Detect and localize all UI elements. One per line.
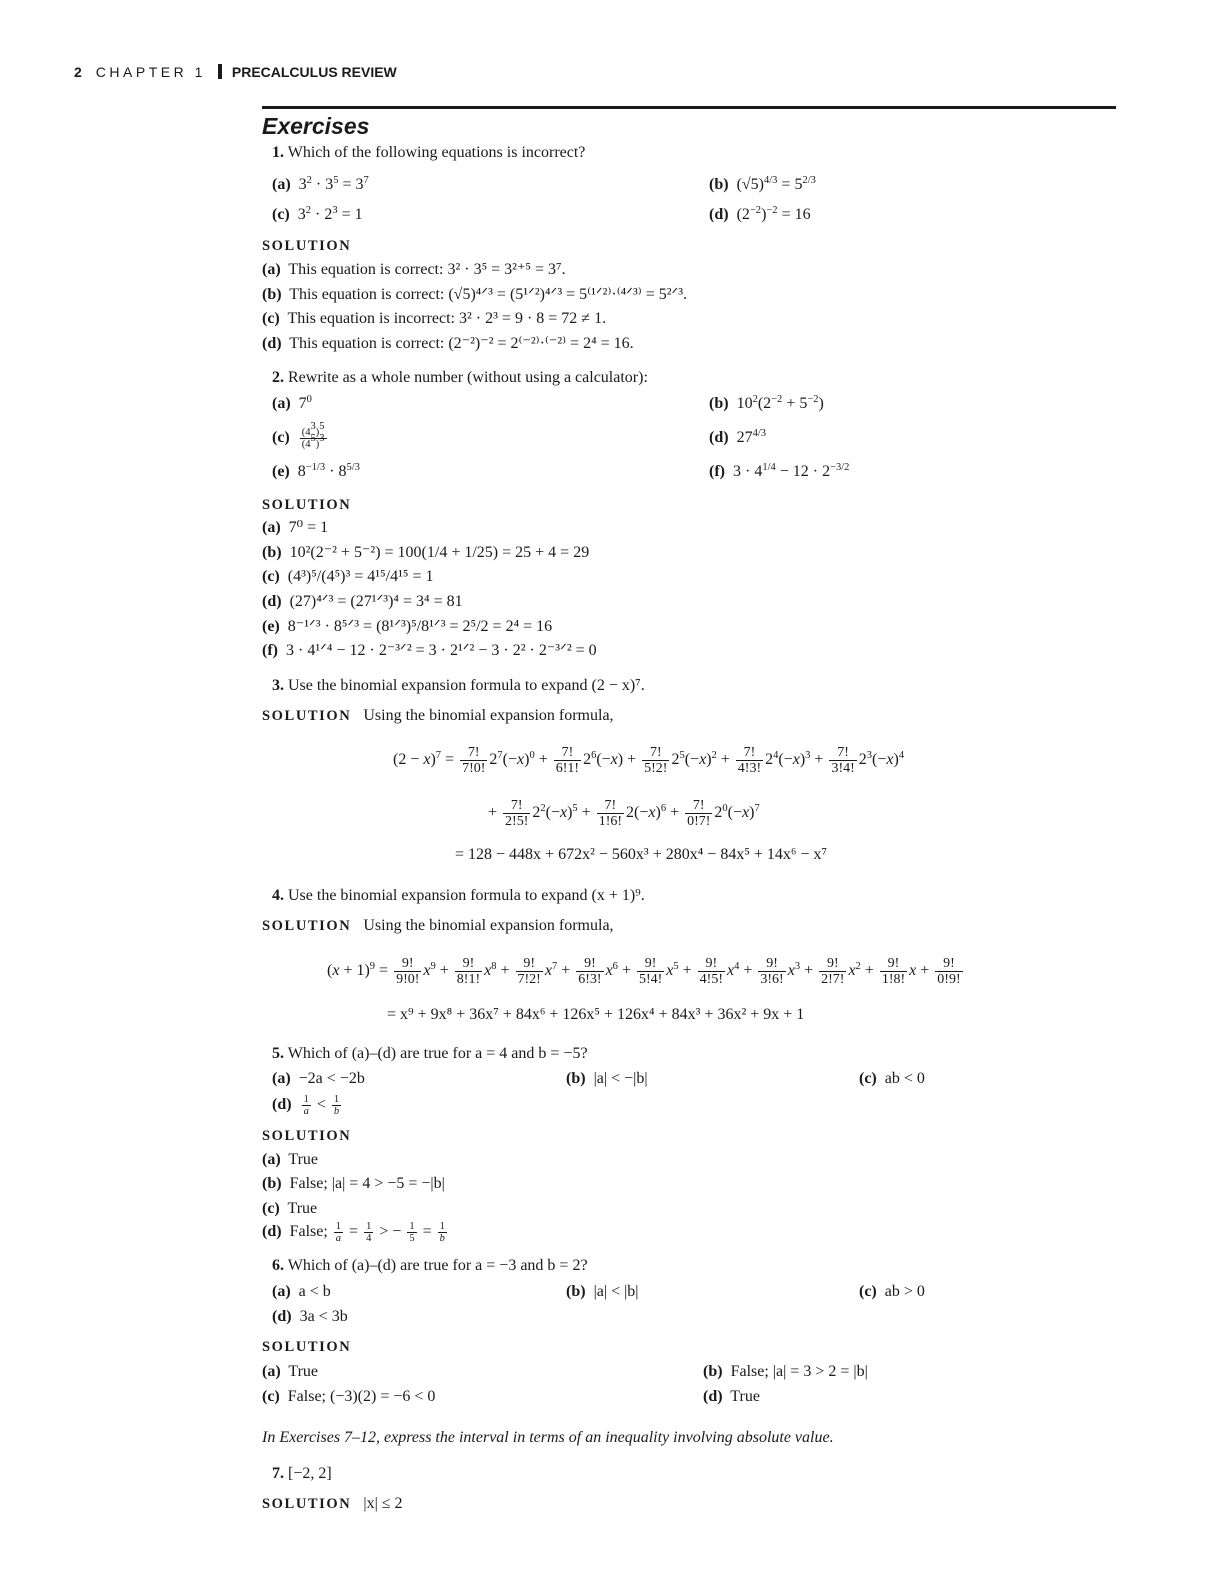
ex5-prompt: 5. Which of (a)–(d) are true for a = 4 and b = −5? [272, 1045, 588, 1062]
ex6-solution-b: (b) False; |a| = 3 > 2 = |b| [703, 1363, 868, 1380]
ex6-option-b: (b) |a| < |b| [566, 1283, 639, 1300]
ex5-solution-a: (a) True [262, 1151, 319, 1168]
ex1-prompt: 1. Which of the following equations is incorrect? [272, 144, 586, 161]
ex3-prompt: 3. Use the binomial expansion formula to expand (2 − x)⁷. [272, 677, 645, 694]
header-bar [218, 64, 222, 79]
ex6-option-d: (d) 3a < 3b [272, 1308, 348, 1325]
ex2-solution-f: (f) 3 · 4¹ᐟ⁴ − 12 · 2⁻³ᐟ² = 3 · 2¹ᐟ² − 3 · 2² · 2⁻³ᐟ² = 0 [262, 642, 597, 659]
ex5-option-b: (b) |a| < −|b| [566, 1070, 648, 1087]
exercises-7-12-instruction: In Exercises 7–12, express the interval in terms of an inequality involving absolute value. [262, 1429, 834, 1446]
ex4-result: = x⁹ + 9x⁸ + 36x⁷ + 84x⁶ + 126x⁵ + 126x⁴ + 84x³ + 36x² + 9x + 1 [387, 1006, 805, 1023]
ex2-solution-c: (c) (4³)⁵/(4⁵)³ = 4¹⁵/4¹⁵ = 1 [262, 568, 434, 585]
ex3-expansion-line1: $(2 - x)^7$ = $\frac{7!}{7!0!}$ $2^7(-x)^0$ + $\frac{7!}{6!1!}$ $2^6(-x)$ + $\frac{7!}{5!2!}$ $2^5(-x)^2$ + $\frac{7!}{4!3!}$ $2^4(-x)^3$ + $\frac{7!}{3!4!}$ $2^3(-x)^4$ [393, 744, 905, 776]
ex3-expansion-line2: + $\frac{7!}{2!5!}$ $2^2(-x)^5$ + $\frac{7!}{1!6!}$ $2(-x)^6$ + $\frac{7!}{0!7!}$ $2^0(-x)^7$ [488, 797, 760, 829]
ex2-option-e: (e) $8^{-1/3} \cdot 8^{5/3}$ [272, 462, 360, 480]
ex7-solution: SOLUTION |x| ≤ 2 [262, 1495, 403, 1512]
ex5-option-c: (c) ab < 0 [859, 1070, 925, 1087]
ex1-solution-c: (c) This equation is incorrect: 3² · 2³ = 9 · 8 = 72 ≠ 1. [262, 310, 607, 327]
ex6-solution-c: (c) False; (−3)(2) = −6 < 0 [262, 1388, 436, 1405]
section-rule [262, 106, 1116, 109]
ex5-option-d: (d) $\frac{1}{a}$ < $\frac{1}{b}$ [272, 1093, 340, 1117]
ex5-option-a: (a) −2a < −2b [272, 1070, 365, 1087]
ex2-option-b: (b) $10^2(2^{-2} + 5^{-2})$ [709, 394, 824, 412]
ex5-solution-label: SOLUTION [262, 1128, 352, 1144]
ex6-option-a: (a) a < b [272, 1283, 331, 1300]
ex5-solution-d: (d) False; $\frac{1}{a}$ = $\frac{1}{4}$ > − $\frac{1}{5}$ = $\frac{1}{b}$ [262, 1220, 445, 1244]
ex1-option-a: (a) $3^2 \cdot 3^5 = 3^7$ [272, 175, 369, 193]
ex6-solution-d: (d) True [703, 1388, 760, 1405]
ex6-prompt: 6. Which of (a)–(d) are true for a = −3 and b = 2? [272, 1257, 588, 1274]
running-head [74, 62, 397, 82]
ex1-option-b: (b) $(√5)^{4/3} = 5^{2/3}$ [709, 175, 816, 193]
ex2-solution-d: (d) (27)⁴ᐟ³ = (27¹ᐟ³)⁴ = 3⁴ = 81 [262, 593, 463, 610]
ex4-prompt: 4. Use the binomial expansion formula to expand (x + 1)⁹. [272, 887, 645, 904]
ex1-solution-label: SOLUTION [262, 238, 352, 254]
ex6-option-c: (c) ab > 0 [859, 1283, 925, 1300]
ex2-option-a: (a) $7^0$ [272, 394, 312, 412]
ex6-solution-label: SOLUTION [262, 1339, 352, 1355]
ex2-prompt: 2. Rewrite as a whole number (without using a calculator): [272, 369, 648, 386]
ex1-solution-d: (d) This equation is correct: (2⁻²)⁻² = 2⁽⁻²⁾·⁽⁻²⁾ = 2⁴ = 16. [262, 335, 634, 352]
ex2-option-d: (d) $27^{4/3}$ [709, 428, 766, 446]
ex4-expansion-line1: $(x + 1)^9$ = $\frac{9!}{9!0!}$ $x^9$ + $\frac{9!}{8!1!}$ $x^8$ + $\frac{9!}{7!2!}$ $x^7$ + $\frac{9!}{6!3!}$ $x^6$ + $\frac{9!}{5!4!}$ $x^5$ + $\frac{9!}{4!5!}$ $x^4$ + $\frac{9!}{3!6!}$ $x^3$ + $\frac{9!}{2!7!}$ $x^2$ + $\frac{9!}{1!8!}$ x + $\frac{9!}{0!9!}$ [327, 955, 961, 987]
ex2-solution-e: (e) 8⁻¹ᐟ³ · 8⁵ᐟ³ = (8¹ᐟ³)⁵/8¹ᐟ³ = 2⁵/2 = 2⁴ = 16 [262, 618, 553, 635]
ex1-option-d: (d) $(2^{-2})^{-2} = 16$ [709, 205, 811, 223]
ex5-solution-c: (c) True [262, 1200, 318, 1217]
ex3-result: = 128 − 448x + 672x² − 560x³ + 280x⁴ − 84x⁵ + 14x⁶ − x⁷ [455, 846, 828, 863]
ex5-solution-b: (b) False; |a| = 4 > −5 = −|b| [262, 1175, 445, 1192]
ex1-solution-a: (a) This equation is correct: 3² · 3⁵ = 3²⁺⁵ = 3⁷. [262, 261, 566, 278]
ex4-solution: SOLUTION Using the binomial expansion formula, [262, 917, 614, 934]
ex3-solution: SOLUTION Using the binomial expansion formula, [262, 707, 614, 724]
ex1-option-c: (c) $3^2 \cdot 2^3 = 1$ [272, 205, 363, 223]
chapter-label: CHAPTER 1 [95, 64, 206, 80]
ex2-solution-label: SOLUTION [262, 497, 352, 513]
ex2-option-c: (c) $\frac{(4^3)^5}{(4^5)^3}$ [272, 420, 325, 450]
ex2-option-f: (f) $3 \cdot 4^{1/4} - 12 \cdot 2^{-3/2}$ [709, 462, 850, 480]
ex2-solution-a: (a) 7⁰ = 1 [262, 519, 329, 536]
ex6-solution-a: (a) True [262, 1363, 319, 1380]
ex2-solution-b: (b) 10²(2⁻² + 5⁻²) = 100(1/4 + 1/25) = 25 + 4 = 29 [262, 544, 590, 561]
section-title: Exercises [262, 113, 370, 139]
ex7-prompt: 7. [−2, 2] [272, 1465, 332, 1482]
page-number: 2 [74, 64, 82, 80]
ex1-solution-b: (b) This equation is correct: (√5)⁴ᐟ³ = (5¹ᐟ²)⁴ᐟ³ = 5⁽¹ᐟ²⁾·⁽⁴ᐟ³⁾ = 5²ᐟ³. [262, 286, 688, 303]
chapter-title: PRECALCULUS REVIEW [231, 64, 397, 80]
